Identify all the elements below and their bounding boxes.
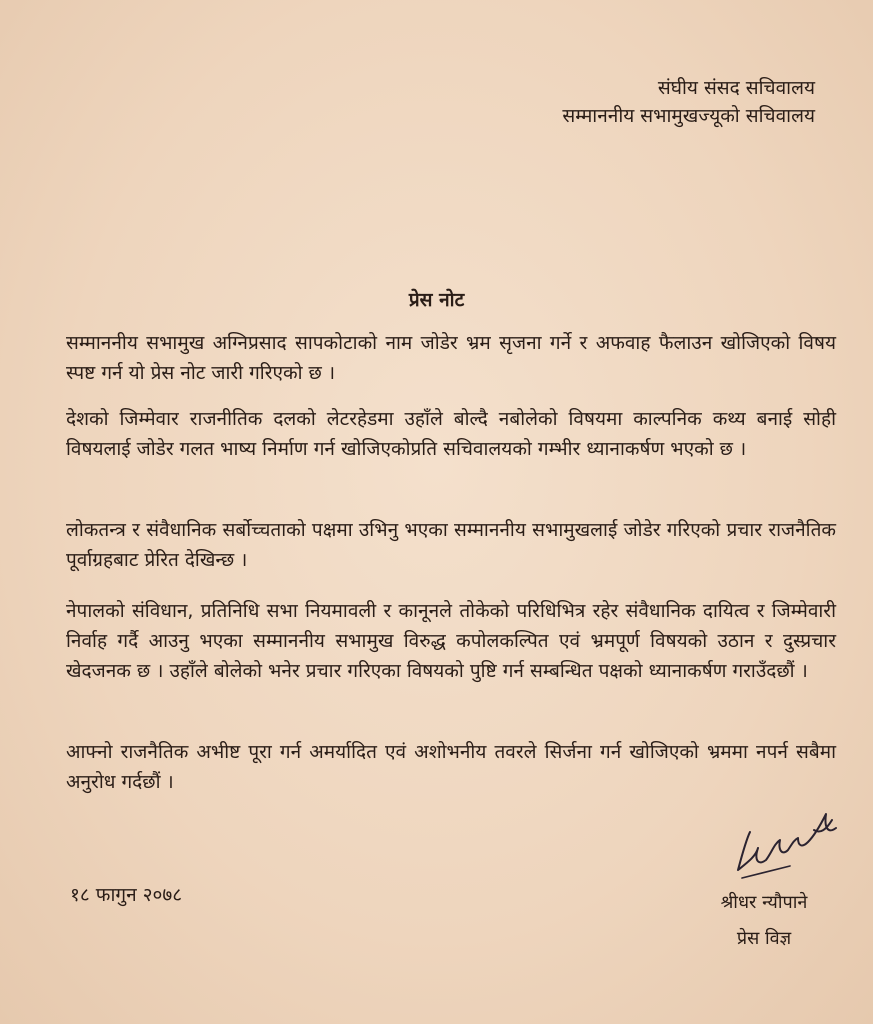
letterhead (562, 74, 815, 130)
document-title: प्रेस नोट (408, 289, 465, 311)
handwritten-signature (728, 800, 848, 885)
paragraph-2: देशको जिम्मेवार राजनीतिक दलको लेटरहेडमा उहाँले बोल्दै नबोलेको विषयमा काल्पनिक कथ्य बनाई सोही विषयलाई जोडेर गलत भाष्य निर्माण गर्न खोजिएकोप्रति सचिवालयको गम्भीर ध्यानाकर्षण भएको छ । (66, 408, 836, 460)
letterhead-line-2: सम्माननीय सभामुखज्यूको सचिवालय (562, 105, 815, 127)
signer-name: श्रीधर न्यौपाने (720, 892, 808, 913)
signer-block (704, 885, 824, 957)
paragraph-1: सम्माननीय सभामुख अग्निप्रसाद सापकोटाको नाम जोडेर भ्रम सृजना गर्ने र अफवाह फैलाउन खोजिएको विषय स्पष्ट गर्न यो प्रेस नोट जारी गरिएको छ । (66, 332, 836, 384)
paragraph-4: नेपालको संविधान, प्रतिनिधि सभा नियमावली र कानूनले तोकेको परिधिभित्र रहेर संवैधानिक दायित्व र जिम्मेवारी निर्वाह गर्दै आउनु भएका सम्माननीय सभामुख विरुद्ध कपोलकल्पित एवं भ्रमपूर्ण विषयको उठान र दुस्प्रचार खेदजनक छ । उहाँले बोलेको भनेर प्रचार गरिएका विषयको पुष्टि गर्न सम्बन्धित पक्षको ध्यानाकर्षण गराउँदछौं । (66, 600, 836, 682)
paragraph-3: लोकतन्त्र र संवैधानिक सर्बोच्चताको पक्षमा उभिनु भएका सम्माननीय सभामुखलाई जोडेर गरिएको प्रचार राजनैतिक पूर्वाग्रहबाट प्रेरित देखिन्छ । (66, 519, 836, 571)
document-date: १८ फागुन २०७८ (70, 884, 183, 906)
letterhead-line-1: संघीय संसद सचिवालय (657, 77, 815, 99)
paragraph-5: आफ्नो राजनैतिक अभीष्ट पूरा गर्न अमर्यादित एवं अशोभनीय तवरले सिर्जना गर्न खोजिएको भ्रममा नपर्न सबैमा अनुरोध गर्दछौं । (66, 741, 836, 793)
signer-role: प्रेस विज्ञ (736, 928, 792, 949)
